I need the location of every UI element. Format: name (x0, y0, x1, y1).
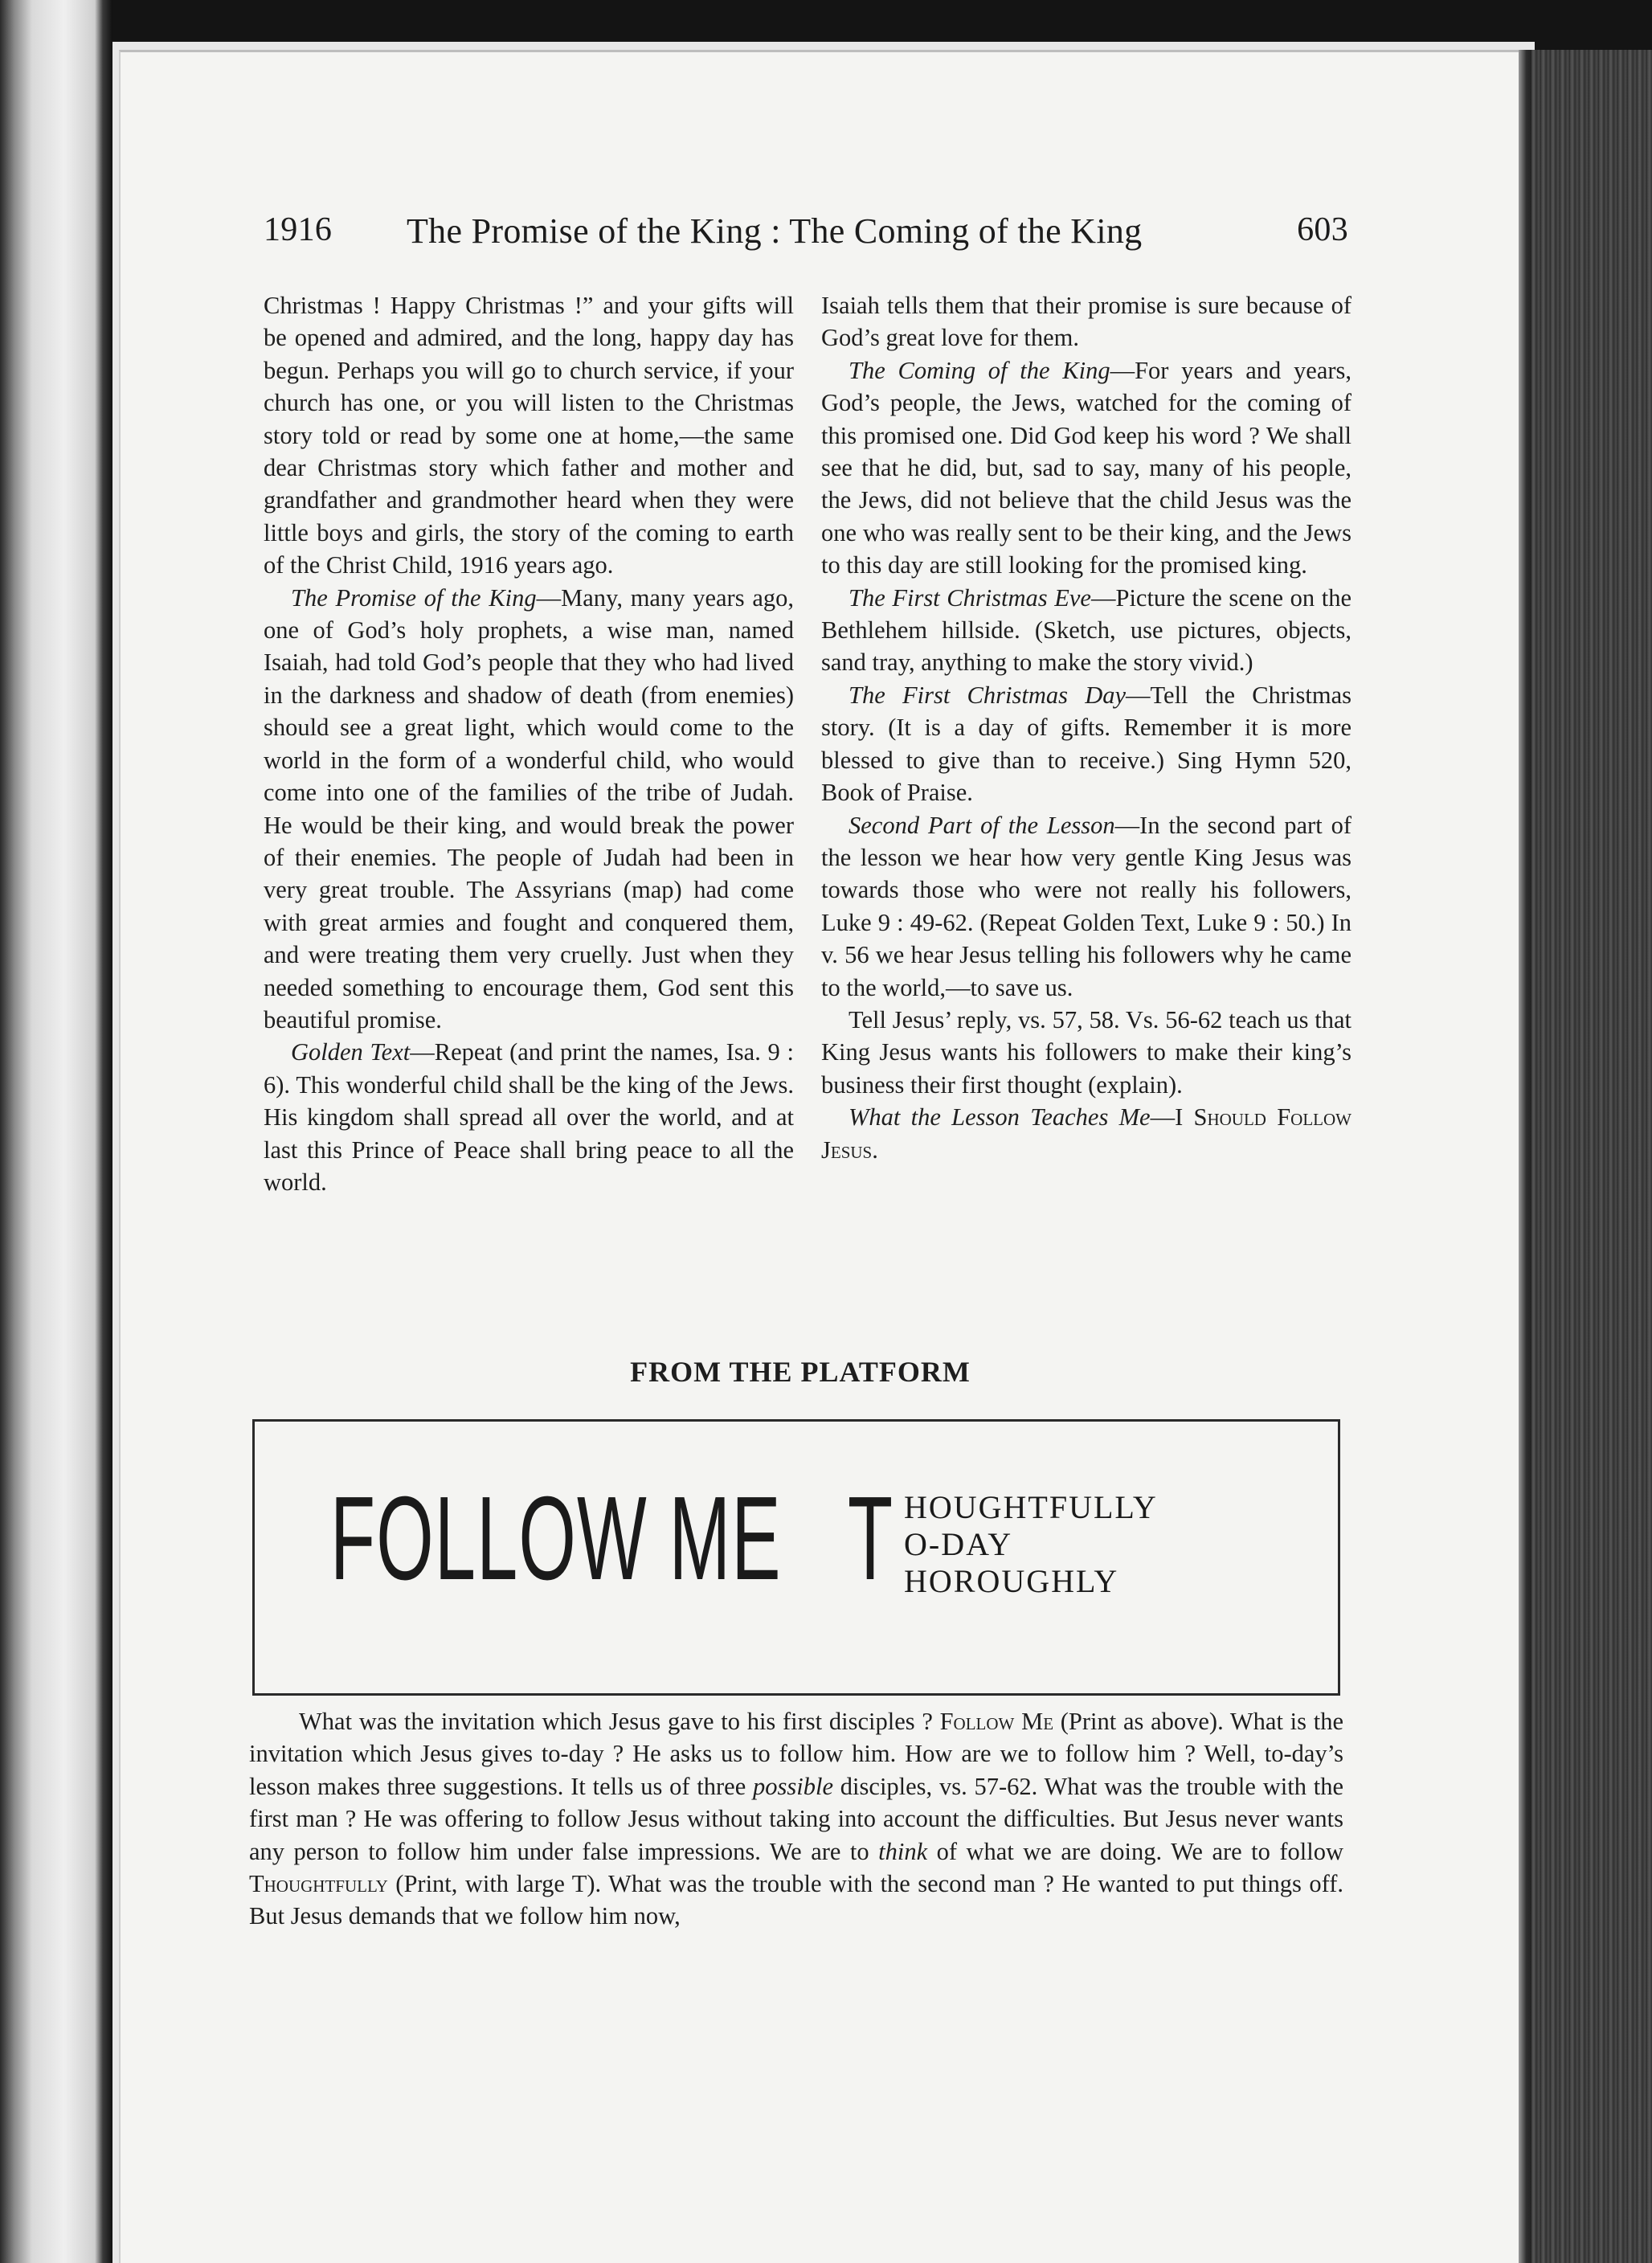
running-header (264, 211, 1348, 267)
text-run: of what we are doing. We are to follow (927, 1837, 1343, 1865)
page-gutter-shadow (1519, 50, 1531, 2263)
left-column (264, 289, 794, 1198)
paragraph (821, 809, 1351, 1004)
paragraph-heading: Second Part of the Lesson (848, 811, 1115, 839)
section-title-text: FROM THE PLATFORM (630, 1356, 971, 1388)
paragraph-heading: The Coming of the King (848, 356, 1110, 384)
paragraph-text: —In the second part of the lesson we hear how very gentle King Jesus was towards those who were not really his followers, Luke 9 : 49-62. (Repeat Golden Text, Luke 9 : 50.) In v. 56 we hear Jesus telling his followers why he came to the world,—to save us. (821, 811, 1351, 1001)
paragraph (264, 582, 794, 1037)
header-year: 1916 (264, 211, 333, 248)
paragraph-text: —For years and years, God’s people, the Jews, watched for the coming of this promised one. Did God keep his word ? We shall see that he did, but, sad to say, many of his people, the Jews, did not believe that the child Jesus was the one who was really sent to be their king, and the Jews to this day are still looking for the promised king. (821, 356, 1352, 579)
dash: — (1150, 1103, 1176, 1132)
text-run: What was the invitation which Jesus gave to his first disciples ? (299, 1708, 940, 1735)
paragraph (821, 1004, 1351, 1101)
paragraph (821, 354, 1351, 582)
paragraph-text: Tell Jesus’ reply, vs. 57, 58. Vs. 56-62 teach us that King Jesus wants his followers to make their king’s business their first thought (explain). (821, 1005, 1351, 1099)
text-run: disciples, vs. 57-62. What was the trouble with the first man ? He was offering to follow Jesus without taking into account the difficulties. But Jesus never wants any person to follow him under false impressions. We are to (249, 1772, 1343, 1865)
paragraph-text: —Tell the Christmas story. (It is a day of gifts. Remember it is more blessed to give than to receive.) Sing Hymn 520, Book of Praise. (821, 681, 1351, 807)
large-t-letter: T (848, 1472, 893, 1605)
acrostic-line-2: O-DAY (904, 1526, 1013, 1562)
paragraph (821, 582, 1351, 679)
acrostic-line-3: HOROUGHLY (904, 1563, 1119, 1599)
book-page-stack-edge (1531, 50, 1652, 2263)
text-run: (Print as above). What is the invitation which Jesus gives to-day ? He asks us to follow him. How are we to follow him ? Well, to-day’s lesson makes three suggestions. It tells us of three (249, 1708, 1343, 1800)
paragraph (821, 679, 1351, 809)
paragraph-text: Isaiah tells them that their promise is sure because of God’s great love for them. (821, 292, 1351, 352)
italic-run: think (878, 1837, 928, 1865)
paragraph-heading: What the Lesson Teaches Me (848, 1103, 1151, 1132)
paragraph-text: I Should Follow Jesus. (821, 1103, 1351, 1164)
acrostic-line-1: HOUGHTFULLY (904, 1489, 1158, 1525)
small-caps-run: Follow Me (939, 1708, 1054, 1735)
paragraph (249, 1705, 1343, 1933)
paragraph-heading: Golden Text (291, 1038, 411, 1066)
right-column (821, 289, 1351, 1166)
acrostic-lines (904, 1489, 1158, 1600)
paragraph-text: —Many, many years ago, one of God’s holy prophets, a wise man, named Isaiah, had told God’s people that they who had lived in the darkness and shadow of death (from enemies) should see a great light, which would come to the world in the form of a wonderful child, who would come into one of the families of the tribe of Judah. He would be their king, and would break the power of their enemies. The people of Judah had been in very great trouble. The Assyrians (map) had come with great armies and fought and conquered them, and were treating them very cruelly. Just when they needed something to encourage them, God sent this beautiful promise. (264, 583, 795, 1033)
paragraph (821, 1101, 1351, 1166)
paragraph-heading: The Promise of the King (291, 583, 537, 612)
paragraph-text: —Picture the scene on the Bethlehem hillside. (Sketch, use pictures, objects, sand tray, anything to make the story vivid.) (821, 583, 1351, 677)
small-caps-run: Thoughtfully (249, 1870, 388, 1898)
paragraph (264, 289, 794, 582)
italic-run: possible (753, 1772, 834, 1800)
paragraph (264, 1036, 794, 1198)
platform-body-text (249, 1705, 1343, 1933)
follow-me-text: FOLLOW ME (330, 1472, 782, 1605)
paragraph-heading: The First Christmas Day (848, 681, 1127, 709)
previous-page-edge (0, 0, 112, 2263)
text-run: (Print, with large T). What was the trouble with the second man ? He wanted to put things off. But Jesus demands that we follow him now, (249, 1870, 1343, 1930)
paragraph-heading: The First Christmas Eve (848, 583, 1091, 612)
header-title: The Promise of the King : The Coming of the King (407, 211, 1143, 251)
paragraph-text: —Repeat (and print the names, Isa. 9 : 6). This wonderful child shall be the king of the Jews. His kingdom shall spread all over the world, and at last this Prince of Peace shall bring peace to all the world. (264, 1038, 795, 1196)
paragraph-text: Christmas ! Happy Christmas !” and your gifts will be opened and admired, and the long, happy day has begun. Perhaps you will go to church service, if your church has one, or you will listen to the Christmas story told or read by some one at home,—the same dear Christmas story which father and mother and grandfather and grandmother heard when they were little boys and girls, the story of the coming to earth of the Christ Child, 1916 years ago. (264, 292, 794, 579)
paragraph (821, 289, 1351, 354)
platform-box (252, 1419, 1340, 1696)
page-number: 603 (1297, 211, 1348, 248)
